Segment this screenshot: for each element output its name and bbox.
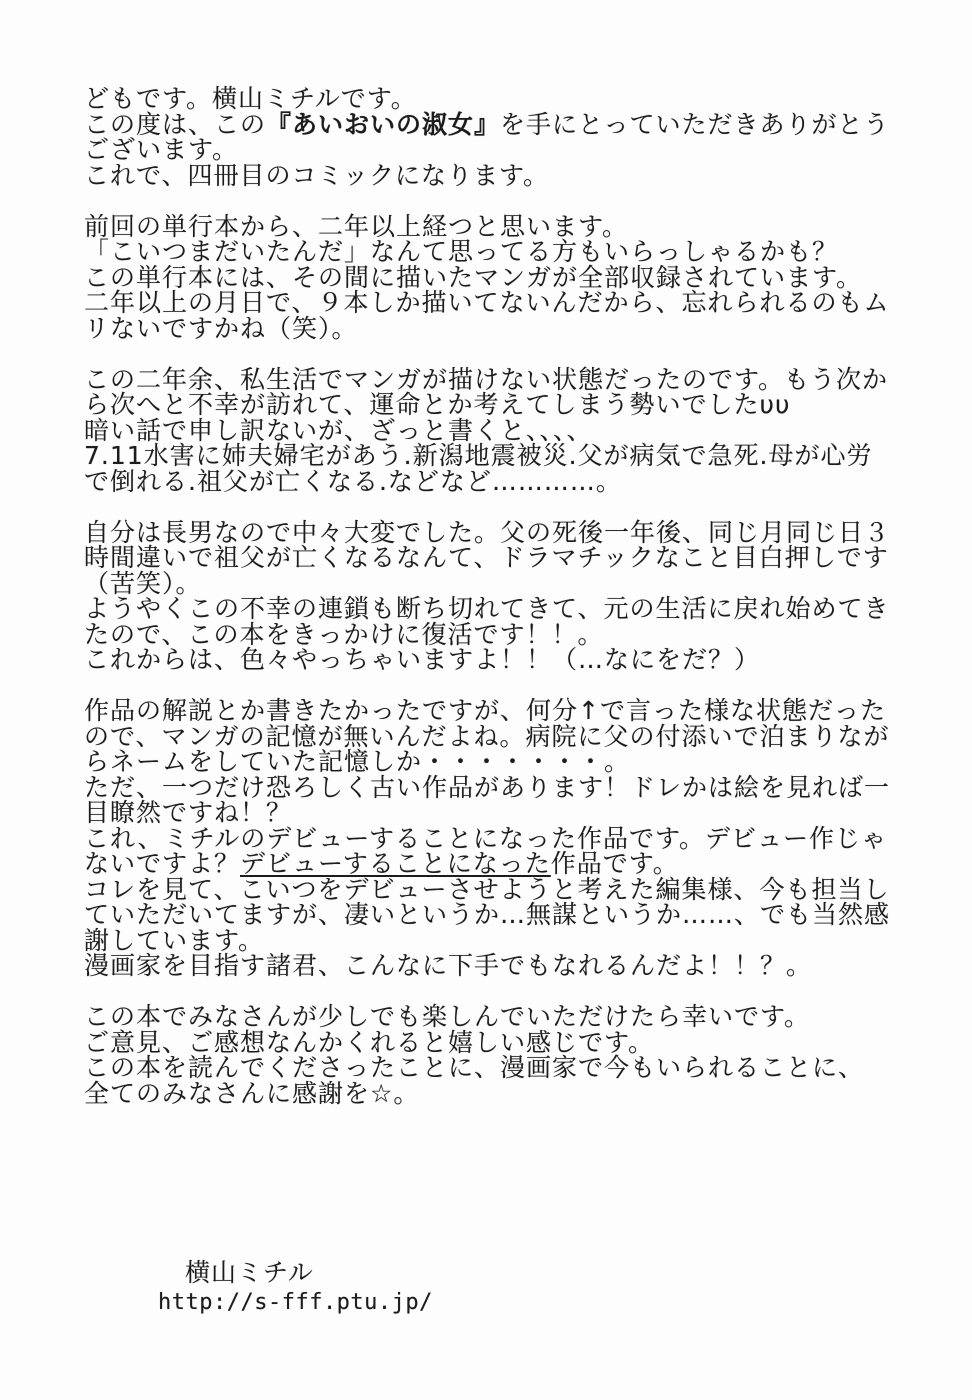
- text-line: 作品の解説とか書きたかったですが、何分↑で言った様な状態だった: [84, 696, 886, 725]
- text-line: 前回の単行本から、二年以上経つと思います。: [84, 211, 629, 241]
- underlined-phrase: デビューすることになった: [240, 849, 551, 878]
- text-line: 暗い話で申し訳ないが、ざっと書くと、、、、: [84, 415, 593, 445]
- text-line: ただ、一つだけ恐ろしく古い作品があります！ドレかは絵を見れば一: [84, 772, 891, 802]
- text-line: [84, 109, 924, 139]
- text-line: ていただいてますが、凄いというか…無謀というか……、でも当然感: [84, 900, 891, 929]
- paragraph-misfortunes: [84, 364, 924, 496]
- text-line: ようやくこの不幸の連鎖も断ち切れてきて、元の生活に戻れ始めてき: [84, 594, 890, 623]
- text-line: 二年以上の月日で、９本しか描いてないんだから、忘れられるのもム: [84, 288, 890, 317]
- text-segment: ないですよ？: [84, 849, 241, 878]
- text-line: で倒れる.祖父が亡くなる.などなど…………。: [84, 466, 622, 496]
- text-line: この単行本には、その間に描いたマンガが全部収録されています。: [84, 262, 863, 292]
- text-line: （苦笑）。: [84, 568, 202, 598]
- text-line: 7.11水害に姉夫婦宅があう.新潟地震被災.父が病気で急死.母が心労: [84, 441, 873, 470]
- author-website-url: http://s-fff.ptu.jp/: [158, 1290, 433, 1315]
- author-name: 横山ミチル: [185, 1258, 314, 1287]
- text-line: 時間違いで祖父が亡くなるなんて、ドラマチックなこと目白押しです: [84, 543, 889, 572]
- paragraph-recovery: [84, 517, 924, 674]
- text-line: これ、ミチルのデビューすることになった作品です。デビュー作じゃ: [84, 823, 888, 853]
- text-line: らネームをしていた記憶しか・・・・・・・。: [84, 747, 631, 776]
- text-line: ございます。: [84, 135, 239, 164]
- text-line: 漫画家を目指す諸君、こんなに下手でもなれるんだよ！！？。: [84, 951, 813, 980]
- text-segment: を手にとっていただきありがとう: [500, 109, 890, 139]
- text-line: 「こいつまだいたんだ」なんて思ってる方もいらっしゃるかも？: [84, 237, 839, 266]
- text-line: この二年余、私生活でマンガが描けない状態だったのです。もう次か: [84, 364, 889, 394]
- text-segment: この度は、この: [84, 109, 267, 139]
- book-title: 『あいおいの淑女』: [266, 109, 501, 139]
- paragraph-works-commentary: [84, 698, 924, 979]
- text-line: これで、四冊目のコミックになります。: [84, 160, 550, 190]
- text-line: この本でみなさんが少しでも楽しんでいただけたら幸いです。: [84, 1002, 811, 1031]
- text-line: この本を読んでくださったことに、漫画家で今もいられることに、: [84, 1053, 865, 1082]
- text-line: ら次へと不幸が訪れて、運命とか考えてしまう勢いでしたυυ: [84, 390, 791, 419]
- text-line: これからは、色々やっちゃいますよ！！（…なにをだ？）: [84, 645, 761, 674]
- text-line: 謝しています。: [84, 925, 265, 955]
- text-line: 自分は長男なので中々大変でした。父の死後一年後、同じ月同じ日３: [84, 517, 891, 547]
- text-line: 目瞭然ですね！？: [84, 798, 293, 827]
- text-segment: 作品です。: [550, 849, 679, 878]
- text-line: リないですかね（笑）。: [84, 313, 358, 343]
- text-line: たので、この本をきっかけに復活です！！。: [84, 619, 604, 649]
- text-line: ご意見、ご感想なんかくれると嬉しい感じです。: [84, 1027, 655, 1057]
- paragraph-greeting: [84, 86, 924, 188]
- text-line: [84, 851, 924, 877]
- text-line: 全てのみなさんに感謝を☆。: [84, 1078, 420, 1108]
- signature-block: [158, 1258, 433, 1318]
- text-line: ので、マンガの記憶が無いんだよね。病院に父の付添いで泊まりなが: [84, 721, 890, 751]
- text-line: コレを見て、こいつをデビューさせようと考えた編集様、今も担当し: [84, 874, 890, 904]
- text-line: どもです。横山ミチルです。: [84, 84, 417, 113]
- paragraph-thanks: [84, 1004, 924, 1106]
- afterword-text: [84, 86, 924, 1106]
- paragraph-hiatus: [84, 211, 924, 343]
